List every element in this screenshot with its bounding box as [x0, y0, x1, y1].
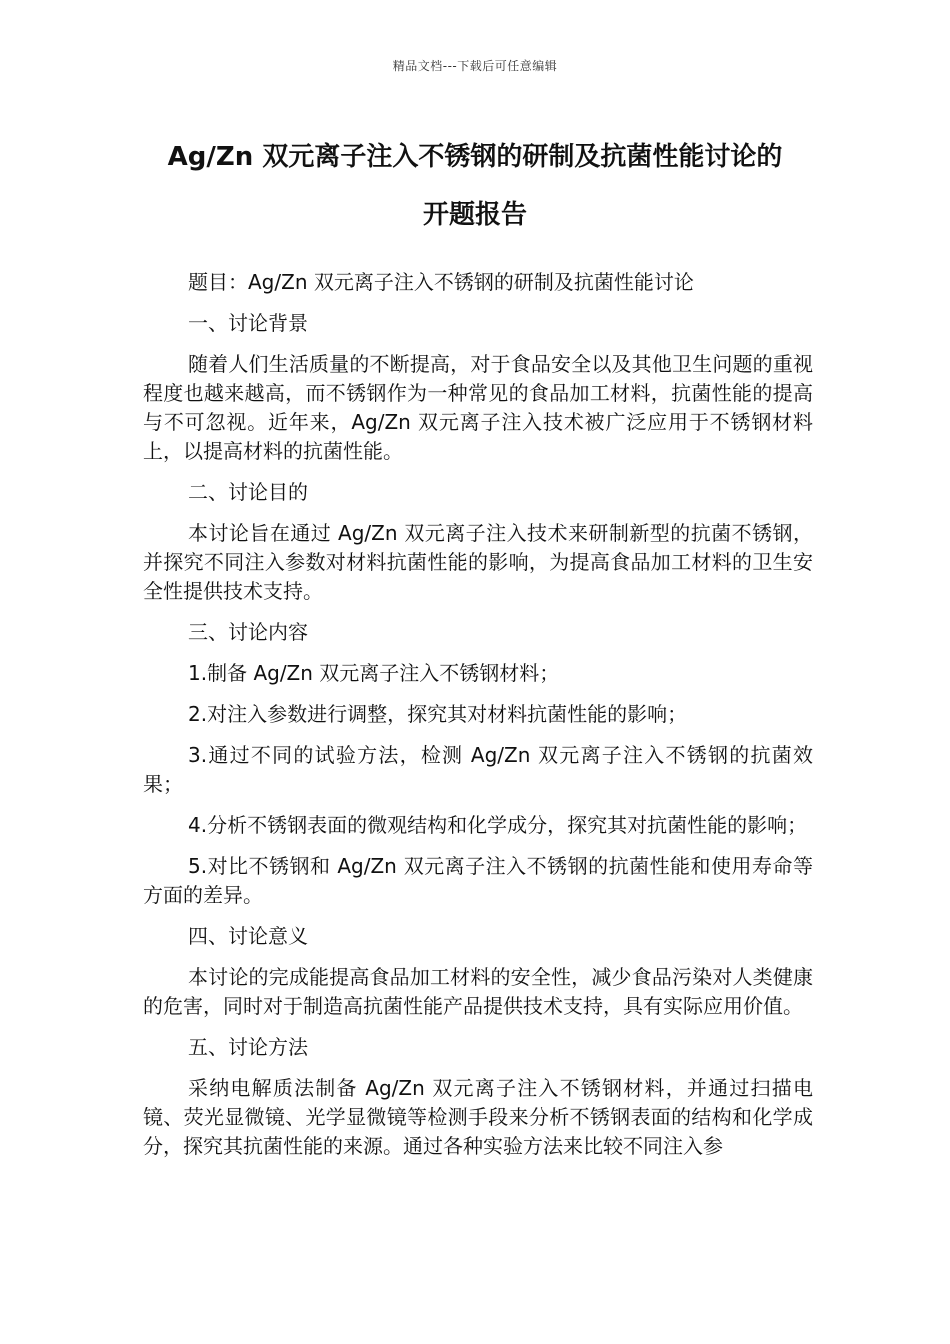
section-heading-content: 三、讨论内容 — [188, 620, 308, 644]
document-body — [143, 268, 813, 1173]
paragraph-method: 采纳电解质法制备 Ag/Zn 双元离子注入不锈钢材料，并通过扫描电镜、荧光显微镜、光学显微镜等检测手段来分析不锈钢表面的结构和化学成分，探究其抗菌性能的来源。通过各种实验方法来比较不同注入参 — [143, 1076, 813, 1158]
section-heading-method: 五、讨论方法 — [188, 1035, 308, 1059]
header-note: 精品文档---下载后可任意编辑 — [392, 59, 558, 73]
content-item: 1.制备 Ag/Zn 双元离子注入不锈钢材料； — [188, 661, 560, 685]
section-heading-significance: 四、讨论意义 — [188, 924, 308, 948]
section-heading-purpose: 二、讨论目的 — [188, 480, 308, 504]
document-title — [140, 128, 810, 244]
title-line-1: Ag/Zn 双元离子注入不锈钢的研制及抗菌性能讨论的 — [167, 142, 783, 172]
paragraph-significance: 本讨论的完成能提高食品加工材料的安全性，减少食品污染对人类健康的危害，同时对于制造高抗菌性能产品提供技术支持，具有实际应用价值。 — [143, 965, 813, 1018]
content-item: 5.对比不锈钢和 Ag/Zn 双元离子注入不锈钢的抗菌性能和使用寿命等方面的差异。 — [143, 854, 813, 907]
topic-line: 题目：Ag/Zn 双元离子注入不锈钢的研制及抗菌性能讨论 — [188, 270, 694, 294]
paragraph-purpose: 本讨论旨在通过 Ag/Zn 双元离子注入技术来研制新型的抗菌不锈钢，并探究不同注入参数对材料抗菌性能的影响，为提高食品加工材料的卫生安全性提供技术支持。 — [143, 521, 813, 603]
section-heading-background: 一、讨论背景 — [188, 311, 308, 335]
content-item: 4.分析不锈钢表面的微观结构和化学成分，探究其对抗菌性能的影响； — [188, 813, 808, 837]
paragraph-background: 随着人们生活质量的不断提高，对于食品安全以及其他卫生问题的重视程度也越来越高，而不锈钢作为一种常见的食品加工材料，抗菌性能的提高与不可忽视。近年来，Ag/Zn 双元离子注入技术被广泛应用于不锈钢材料上，以提高材料的抗菌性能。 — [143, 352, 813, 463]
content-item: 3.通过不同的试验方法，检测 Ag/Zn 双元离子注入不锈钢的抗菌效果； — [143, 743, 813, 796]
content-item: 2.对注入参数进行调整，探究其对材料抗菌性能的影响； — [188, 702, 688, 726]
title-line-2: 开题报告 — [422, 200, 527, 230]
